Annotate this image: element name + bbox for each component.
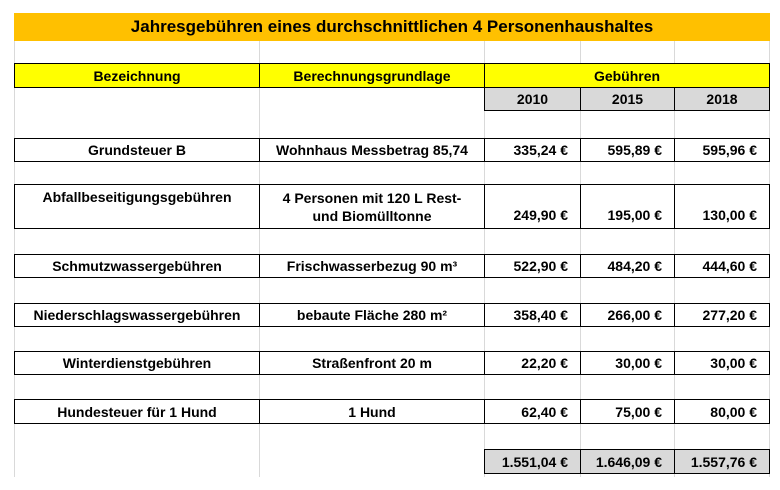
table-title: Jahresgebühren eines durchschnittlichen 4 Personenhaushaltes — [14, 13, 770, 41]
row-value-2010: 22,20 € — [484, 351, 581, 375]
row-basis: Wohnhaus Messbetrag 85,74 — [259, 138, 485, 162]
year-2015: 2015 — [580, 87, 675, 111]
total-2010: 1.551,04 € — [484, 449, 581, 474]
row-name: Hundesteuer für 1 Hund — [14, 399, 260, 424]
row-value-2010: 249,90 € — [484, 184, 581, 229]
year-2010: 2010 — [484, 87, 581, 111]
year-2018: 2018 — [674, 87, 770, 111]
row-basis-line: und Biomülltonne — [312, 207, 432, 224]
row-name: Schmutzwassergebühren — [14, 254, 260, 278]
row-value-2015: 75,00 € — [580, 399, 675, 424]
row-value-2018: 130,00 € — [674, 184, 770, 229]
row-basis: 1 Hund — [259, 399, 485, 424]
row-name: Abfallbeseitigungsgebühren — [14, 184, 260, 229]
row-basis-line: 4 Personen mit 120 L Rest- — [282, 189, 462, 206]
row-name: Grundsteuer B — [14, 138, 260, 162]
header-gebuehren: Gebühren — [484, 63, 770, 88]
row-value-2015: 484,20 € — [580, 254, 675, 278]
row-basis: Frischwasserbezug 90 m³ — [259, 254, 485, 278]
row-value-2015: 595,89 € — [580, 138, 675, 162]
row-name: Niederschlagswassergebühren — [14, 303, 260, 327]
header-berechnungsgrundlage: Berechnungsgrundlage — [259, 63, 485, 88]
row-value-2010: 62,40 € — [484, 399, 581, 424]
row-value-2010: 335,24 € — [484, 138, 581, 162]
header-bezeichnung: Bezeichnung — [14, 63, 260, 88]
row-value-2015: 266,00 € — [580, 303, 675, 327]
total-2015: 1.646,09 € — [580, 449, 675, 474]
row-value-2018: 444,60 € — [674, 254, 770, 278]
row-basis: Straßenfront 20 m — [259, 351, 485, 375]
row-basis — [259, 184, 485, 229]
row-basis: bebaute Fläche 280 m² — [259, 303, 485, 327]
row-value-2015: 195,00 € — [580, 184, 675, 229]
row-value-2010: 358,40 € — [484, 303, 581, 327]
row-value-2015: 30,00 € — [580, 351, 675, 375]
total-2018: 1.557,76 € — [674, 449, 770, 474]
row-value-2018: 80,00 € — [674, 399, 770, 424]
row-value-2018: 595,96 € — [674, 138, 770, 162]
row-value-2018: 277,20 € — [674, 303, 770, 327]
row-value-2010: 522,90 € — [484, 254, 581, 278]
row-name: Winterdienstgebühren — [14, 351, 260, 375]
row-value-2018: 30,00 € — [674, 351, 770, 375]
